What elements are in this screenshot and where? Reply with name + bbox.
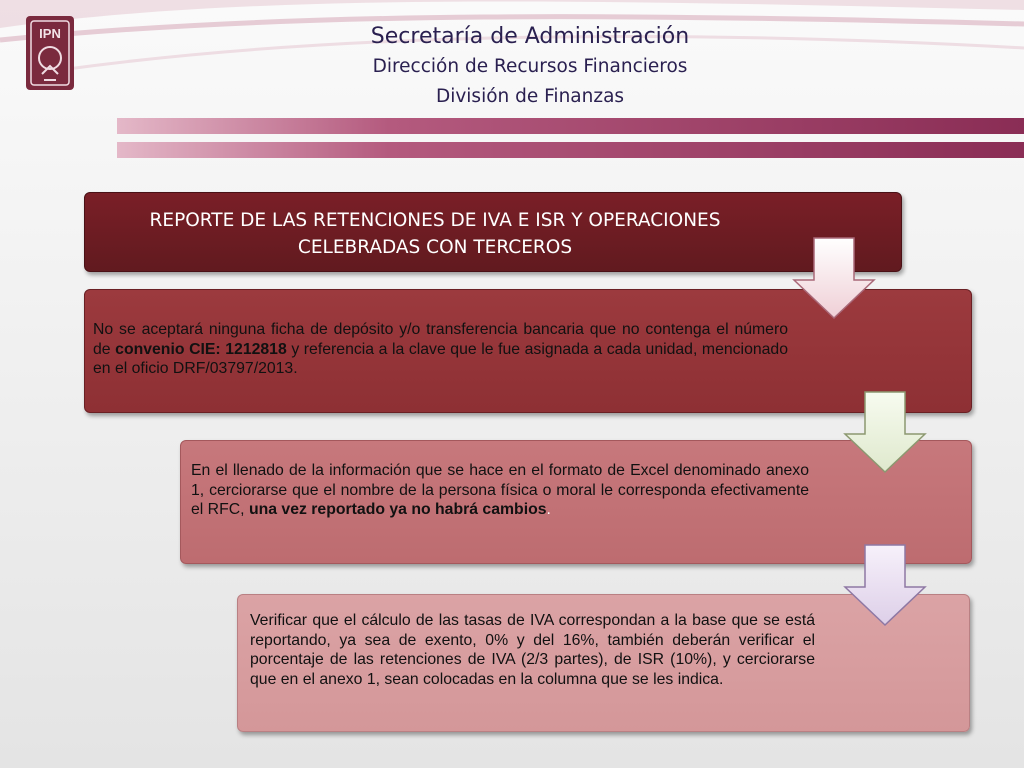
- page-subtitle-department: Dirección de Recursos Financieros: [372, 56, 688, 77]
- step-1-text-b: y referencia a la clave que le fue asignada a cada unidad, mencionado en el oficio DRF/03797/2013.: [93, 340, 788, 377]
- process-heading-box: [84, 192, 902, 272]
- process-heading-line2: CELEBRADAS CON TERCEROS: [297, 237, 573, 258]
- process-heading-line1: REPORTE DE LAS RETENCIONES DE IVA E ISR Y OPERACIONES: [149, 210, 721, 231]
- step-2-text: [191, 461, 809, 520]
- step-3-text: Verificar que el cálculo de las tasas de IVA correspondan a la base que se está reportando, ya sea de exento, 0% y del 16%, también deberán verificar el porcentaje de las retenciones de IVA (2/3 partes), de ISR (10%), y cerciorarse que en el anexo 1, sean colocadas en la columna que se les indica.: [250, 612, 815, 688]
- title-block: [330, 22, 730, 112]
- step-2-text-a: En el llenado de la información que se hace en el formato de Excel denominado anexo 1, cerciorarse que el nombre de la persona física o moral le corresponda efectivamente el RFC,: [191, 462, 809, 518]
- step-1-text-a: No se aceptará ninguna ficha de depósito y/o transferencia bancaria que no contenga el número de: [93, 321, 788, 358]
- logo-letters: IPN: [39, 26, 61, 41]
- accent-bar-bottom: [117, 142, 1024, 158]
- down-arrow-icon: [792, 236, 876, 320]
- ipn-logo-icon: [22, 14, 78, 92]
- accent-bar-top: [117, 118, 1024, 134]
- step-2-bold: una vez reportado ya no habrá cambios: [248, 501, 547, 518]
- down-arrow-icon: [843, 543, 927, 627]
- process-heading: [85, 207, 785, 261]
- down-arrow-icon: [843, 390, 927, 474]
- step-2-text-b: .: [546, 501, 551, 518]
- page-subtitle-division: División de Finanzas: [435, 86, 625, 107]
- step-1-bold: convenio CIE: 1212818: [115, 340, 287, 358]
- step-1-text: [93, 320, 788, 379]
- page-title: Secretaría de Administración: [370, 24, 690, 49]
